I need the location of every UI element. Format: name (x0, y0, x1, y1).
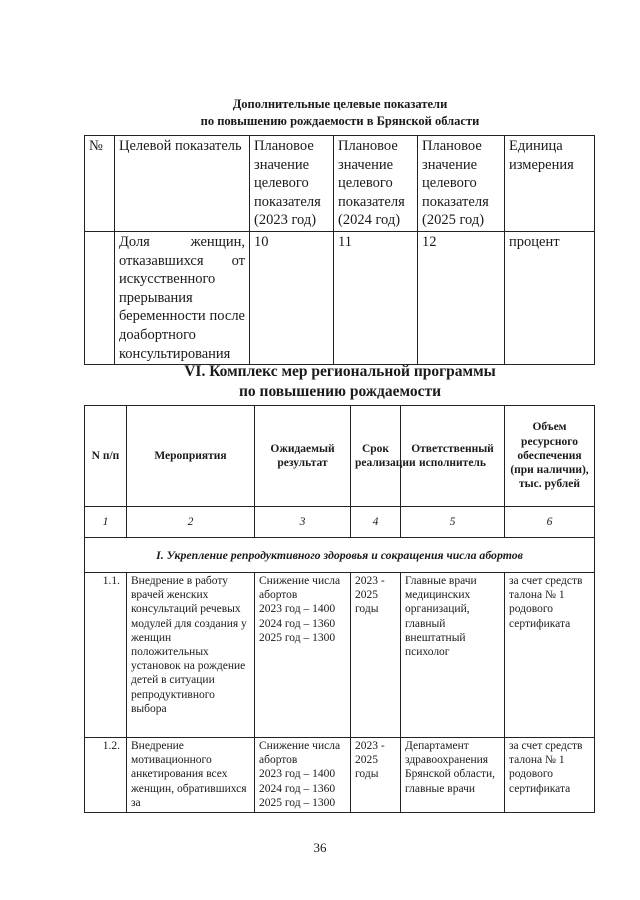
cell-indicator (115, 231, 250, 364)
cell-funding: за счет средств талона № 1 родового сертификата (505, 738, 595, 813)
heading-line: по повышению рождаемости (238, 383, 442, 400)
header-cell-plan-2025: Плановое значение целевого показателя (2025 год) (418, 136, 505, 232)
header-cell-unit: Единица измерения (505, 136, 595, 232)
column-number: 3 (255, 507, 351, 538)
header-cell-indicator: Целевой показатель (115, 136, 250, 232)
cell-result: Снижение числа абортов 2023 год – 1400 2024 год – 1360 2025 год – 1300 (255, 738, 351, 813)
cell-value-2024: 11 (334, 231, 418, 364)
section-title: I. Укрепление репродуктивного здоровья и сокращения числа абортов (85, 538, 595, 573)
cell-term: 2023 - 2025 годы (351, 738, 401, 813)
cell-result: Снижение числа абортов 2023 год – 1400 2024 год – 1360 2025 год – 1300 (255, 573, 351, 738)
header-cell-funding: Объем ресурсного обеспечения (при наличии), тыс. рублей (505, 406, 595, 507)
cell-number: 1.1. (85, 573, 127, 738)
cell-value-2023: 10 (250, 231, 334, 364)
cell-executor: Главные врачи медицинских организаций, главный внештатный психолог (401, 573, 505, 738)
cell-value-2025: 12 (418, 231, 505, 364)
cell-executor: Департамент здравоохранения Брянской области, главные врачи (401, 738, 505, 813)
cell-funding: за счет средств талона № 1 родового сертификата (505, 573, 595, 738)
header-cell-plan-2024: Плановое значение целевого показателя (2024 год) (334, 136, 418, 232)
header-cell-term: Срок реализации (351, 406, 401, 507)
cell-measure: Внедрение мотивационного анкетирования всех женщин, обратившихся за (127, 738, 255, 813)
heading-line: по повышению рождаемости в Брянской области (200, 114, 480, 128)
header-cell-number: N п/п (85, 406, 127, 507)
column-number: 6 (505, 507, 595, 538)
column-number: 2 (127, 507, 255, 538)
table-header-row (85, 406, 595, 507)
section-heading-program-measures (80, 362, 600, 402)
indicators-table (84, 135, 595, 365)
section-row (85, 538, 595, 573)
column-number: 5 (401, 507, 505, 538)
header-cell-number: № (85, 136, 115, 232)
page-number: 36 (313, 840, 327, 855)
cell-number (85, 231, 115, 364)
header-cell-measures: Мероприятия (127, 406, 255, 507)
column-number-row (85, 507, 595, 538)
table-row (85, 573, 595, 738)
cell-number: 1.2. (85, 738, 127, 813)
table-header-row (85, 136, 595, 232)
measures-table (84, 405, 595, 813)
header-cell-expected-result: Ожидаемый результат (255, 406, 351, 507)
heading-line: VI. Комплекс мер региональной программы (184, 363, 496, 380)
column-number: 4 (351, 507, 401, 538)
header-cell-executor: Ответственный исполнитель (401, 406, 505, 507)
table-row (85, 738, 595, 813)
indicator-text: Доля женщин, отказавшихся от искусственного прерывания беременности после доабортного консультирования (119, 233, 245, 362)
table-row (85, 231, 595, 364)
header-cell-plan-2023: Плановое значение целевого показателя (2023 год) (250, 136, 334, 232)
cell-unit: процент (505, 231, 595, 364)
cell-measure: Внедрение в работу врачей женских консультаций речевых модулей для создания у женщин положительных установок на рождение детей в ситуации репродуктивного выбора (127, 573, 255, 738)
cell-term: 2023 - 2025 годы (351, 573, 401, 738)
column-number: 1 (85, 507, 127, 538)
heading-line: Дополнительные целевые показатели (232, 97, 448, 111)
section-heading-additional-indicators (80, 96, 600, 130)
